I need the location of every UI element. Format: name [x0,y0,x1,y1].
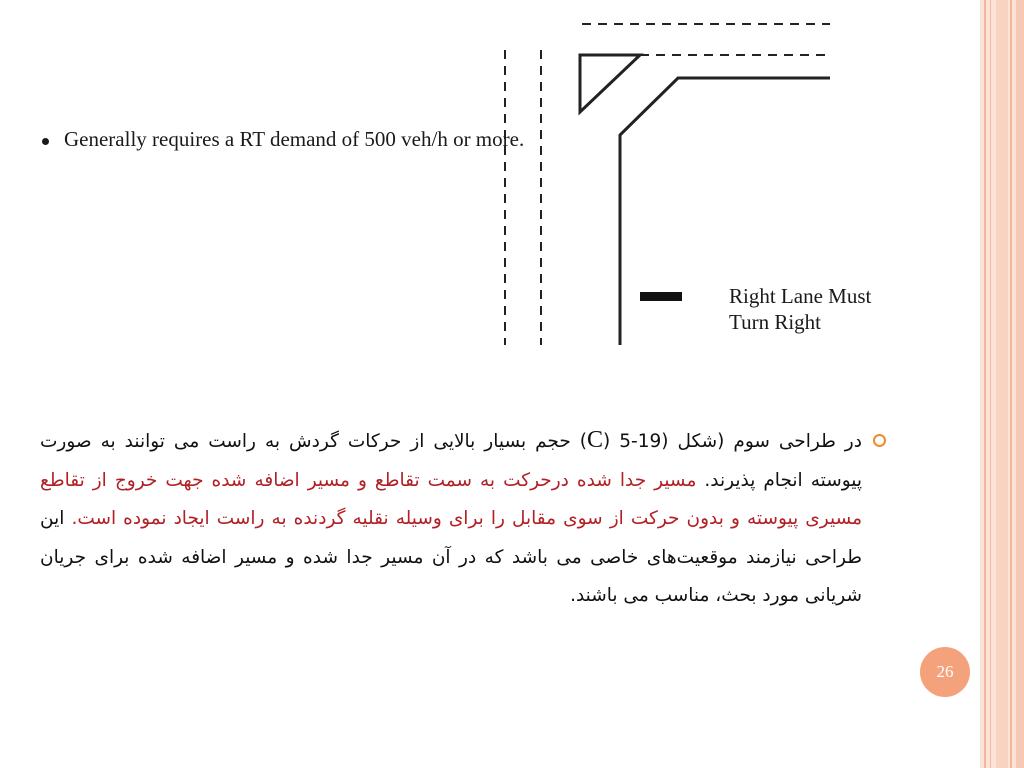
channelizing-island [580,55,640,112]
legend-line1: Right Lane Must [729,284,872,308]
page-number: 26 [920,647,970,697]
body-paragraph [40,421,862,616]
bullet-dot [42,138,49,145]
diagram-bullet-text: Generally requires a RT demand of 500 veh/h or more. [64,127,525,151]
legend-marker [640,292,682,301]
body-part2: (19-5 ( [603,431,669,452]
body-part4: ) حجم بسیار بالایی از حرکات گردش به راست می توانند به صورت پیوسته انجام پذیرند. [40,431,862,491]
diagram-bullet [42,126,524,152]
body-part1: در طراحی سوم (شکل [668,431,862,452]
legend-line2: Turn Right [729,310,822,334]
body-part5: این طراحی نیازمند موقعیت‌های خاصی می باشد که در آن مسیر جدا شده و مسیر اضافه شده برای جریان شریانی مورد بحث، مناسب می باشند. [40,508,862,606]
body-part3: C [587,427,604,453]
body-bullet-icon [873,434,886,447]
body-red-text: مسیر جدا شده درحرکت به سمت تقاطع و مسیر اضافه شده جهت خروج از تقاطع مسیری پیوسته و بدون حرکت از سوی مقابل را برای وسیله نقلیه گردنده به راست ایجاد نموده است. [40,469,862,529]
diagram-legend [729,283,871,335]
